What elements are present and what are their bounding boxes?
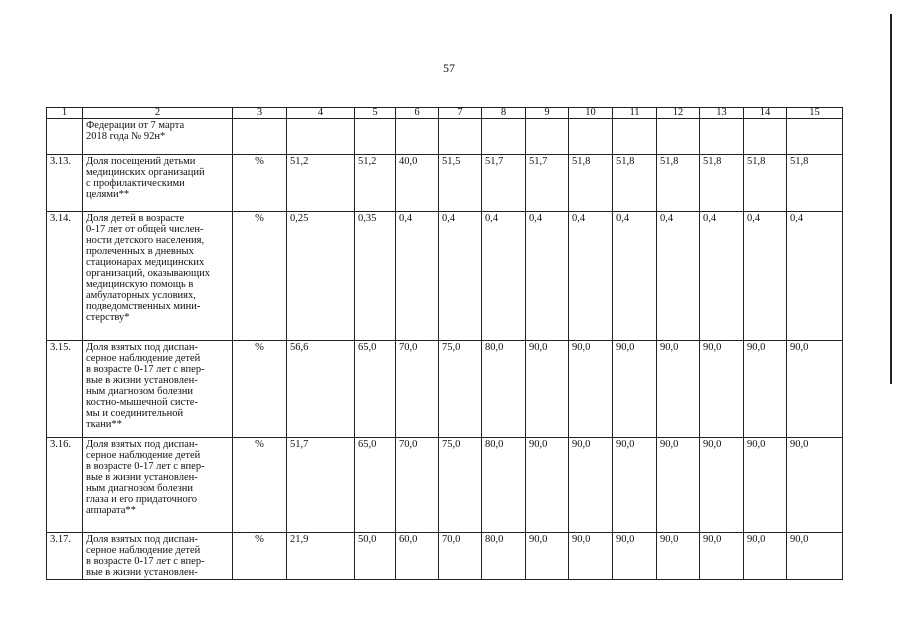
value-cell: 90,0 <box>700 341 744 438</box>
value-cell: 90,0 <box>657 341 700 438</box>
value-cell: 60,0 <box>396 533 439 580</box>
value-cell <box>482 119 526 155</box>
column-header: 12 <box>657 108 700 119</box>
table-row <box>47 438 843 533</box>
value-cell: 70,0 <box>396 341 439 438</box>
unit-cell: % <box>233 533 287 580</box>
value-cell: 90,0 <box>613 533 657 580</box>
value-cell: 80,0 <box>482 533 526 580</box>
column-header: 3 <box>233 108 287 119</box>
indicator-name-line: серное наблюдение детей <box>86 353 201 364</box>
value-cell: 0,4 <box>439 212 482 341</box>
indicator-name-line: Доля взятых под диспан- <box>86 342 198 353</box>
value-cell: 51,7 <box>287 438 355 533</box>
value-cell <box>355 119 396 155</box>
indicator-name-line: мы и соединительной <box>86 408 184 419</box>
column-header: 11 <box>613 108 657 119</box>
row-number: 3.16. <box>47 438 83 533</box>
unit-cell: % <box>233 438 287 533</box>
indicator-name-line: аппарата** <box>86 505 136 516</box>
indicator-name-line: в возрасте 0-17 лет с впер- <box>86 556 205 567</box>
table-row <box>47 155 843 212</box>
value-cell: 90,0 <box>526 438 569 533</box>
column-header: 4 <box>287 108 355 119</box>
indicator-name-line: Доля взятых под диспан- <box>86 439 198 450</box>
table-header-row <box>47 108 843 119</box>
column-header: 6 <box>396 108 439 119</box>
value-cell: 90,0 <box>700 533 744 580</box>
value-cell: 90,0 <box>613 341 657 438</box>
indicator-name-line: пролеченных в дневных <box>86 246 194 257</box>
indicator-name-line: ности детского населения, <box>86 235 205 246</box>
indicator-name <box>83 212 233 341</box>
indicator-name-line: медицинских организаций <box>86 167 205 178</box>
table-row <box>47 212 843 341</box>
value-cell: 90,0 <box>700 438 744 533</box>
column-header: 8 <box>482 108 526 119</box>
unit-cell: % <box>233 155 287 212</box>
value-cell: 70,0 <box>396 438 439 533</box>
value-cell: 51,7 <box>526 155 569 212</box>
indicators-table <box>46 107 843 580</box>
value-cell <box>700 119 744 155</box>
value-cell: 0,35 <box>355 212 396 341</box>
value-cell: 0,25 <box>287 212 355 341</box>
value-cell: 0,4 <box>744 212 787 341</box>
value-cell: 90,0 <box>526 341 569 438</box>
value-cell: 56,6 <box>287 341 355 438</box>
value-cell: 0,4 <box>526 212 569 341</box>
value-cell: 90,0 <box>787 438 843 533</box>
indicator-name-line: глаза и его придаточного <box>86 494 198 505</box>
table-row <box>47 341 843 438</box>
value-cell: 90,0 <box>787 341 843 438</box>
indicator-name-line: организаций, оказывающих <box>86 268 210 279</box>
table-row <box>47 533 843 580</box>
indicator-name-line: стационарах медицинских <box>86 257 205 268</box>
row-number <box>47 119 83 155</box>
value-cell: 51,7 <box>482 155 526 212</box>
indicator-name-line: костно-мышечной систе- <box>86 397 198 408</box>
value-cell <box>787 119 843 155</box>
value-cell <box>287 119 355 155</box>
column-header: 7 <box>439 108 482 119</box>
indicator-name-line: ткани** <box>86 419 122 430</box>
indicator-name-line: медицинскую помощь в <box>86 279 194 290</box>
value-cell: 51,8 <box>657 155 700 212</box>
value-cell: 65,0 <box>355 438 396 533</box>
value-cell: 51,8 <box>700 155 744 212</box>
value-cell: 90,0 <box>744 533 787 580</box>
indicator-name-line: ным диагнозом болезни <box>86 483 194 494</box>
value-cell: 90,0 <box>787 533 843 580</box>
value-cell: 40,0 <box>396 155 439 212</box>
value-cell: 70,0 <box>439 533 482 580</box>
value-cell: 0,4 <box>787 212 843 341</box>
value-cell: 51,2 <box>287 155 355 212</box>
indicator-name-line: серное наблюдение детей <box>86 545 201 556</box>
indicator-name <box>83 438 233 533</box>
column-header: 14 <box>744 108 787 119</box>
indicator-name-line: подведомственных мини- <box>86 301 201 312</box>
value-cell: 90,0 <box>613 438 657 533</box>
value-cell: 51,2 <box>355 155 396 212</box>
value-cell: 51,5 <box>439 155 482 212</box>
indicator-name-line: стерству* <box>86 312 130 323</box>
value-cell <box>526 119 569 155</box>
value-cell: 50,0 <box>355 533 396 580</box>
table-row <box>47 119 843 155</box>
value-cell <box>657 119 700 155</box>
value-cell: 0,4 <box>613 212 657 341</box>
value-cell <box>613 119 657 155</box>
value-cell: 90,0 <box>569 341 613 438</box>
value-cell: 65,0 <box>355 341 396 438</box>
indicator-name <box>83 119 233 155</box>
indicator-name-line: 0-17 лет от общей числен- <box>86 224 204 235</box>
row-number: 3.17. <box>47 533 83 580</box>
value-cell: 90,0 <box>744 438 787 533</box>
column-header: 1 <box>47 108 83 119</box>
value-cell: 80,0 <box>482 341 526 438</box>
indicator-name <box>83 155 233 212</box>
row-number: 3.15. <box>47 341 83 438</box>
value-cell <box>439 119 482 155</box>
value-cell: 0,4 <box>482 212 526 341</box>
indicator-name-line: вые в жизни установлен- <box>86 567 198 578</box>
page-number: 57 <box>443 61 455 75</box>
value-cell: 75,0 <box>439 438 482 533</box>
indicator-name-line: серное наблюдение детей <box>86 450 201 461</box>
column-header: 2 <box>83 108 233 119</box>
indicator-name-line: амбулаторных условиях, <box>86 290 196 301</box>
value-cell: 90,0 <box>526 533 569 580</box>
indicator-name-line: целями** <box>86 189 130 200</box>
indicator-name-line: 2018 года № 92н* <box>86 131 166 142</box>
value-cell: 90,0 <box>744 341 787 438</box>
value-cell <box>569 119 613 155</box>
row-number: 3.14. <box>47 212 83 341</box>
value-cell: 80,0 <box>482 438 526 533</box>
value-cell: 21,9 <box>287 533 355 580</box>
value-cell: 0,4 <box>569 212 613 341</box>
column-header: 10 <box>569 108 613 119</box>
column-header: 15 <box>787 108 843 119</box>
indicator-name <box>83 533 233 580</box>
indicator-name-line: вые в жизни установлен- <box>86 472 198 483</box>
indicator-name-line: Федерации от 7 марта <box>86 120 185 131</box>
indicator-name-line: ным диагнозом болезни <box>86 386 194 397</box>
unit-cell: % <box>233 341 287 438</box>
value-cell: 90,0 <box>657 438 700 533</box>
indicator-name-line: вые в жизни установлен- <box>86 375 198 386</box>
value-cell: 51,8 <box>613 155 657 212</box>
unit-cell <box>233 119 287 155</box>
indicator-name-line: Доля посещений детьми <box>86 156 196 167</box>
indicator-name-line: с профилактическими <box>86 178 185 189</box>
value-cell: 51,8 <box>787 155 843 212</box>
value-cell: 0,4 <box>657 212 700 341</box>
value-cell: 90,0 <box>569 438 613 533</box>
indicator-name-line: в возрасте 0-17 лет с впер- <box>86 461 205 472</box>
unit-cell: % <box>233 212 287 341</box>
value-cell: 51,8 <box>744 155 787 212</box>
indicator-name <box>83 341 233 438</box>
indicator-name-line: в возрасте 0-17 лет с впер- <box>86 364 205 375</box>
value-cell: 90,0 <box>657 533 700 580</box>
value-cell: 0,4 <box>396 212 439 341</box>
value-cell: 51,8 <box>569 155 613 212</box>
column-header: 5 <box>355 108 396 119</box>
column-header: 13 <box>700 108 744 119</box>
row-number: 3.13. <box>47 155 83 212</box>
value-cell <box>396 119 439 155</box>
indicator-name-line: Доля детей в возрасте <box>86 213 185 224</box>
column-header: 9 <box>526 108 569 119</box>
margin-rule <box>890 14 892 384</box>
value-cell: 0,4 <box>700 212 744 341</box>
value-cell: 90,0 <box>569 533 613 580</box>
indicator-name-line: Доля взятых под диспан- <box>86 534 198 545</box>
value-cell: 75,0 <box>439 341 482 438</box>
value-cell <box>744 119 787 155</box>
